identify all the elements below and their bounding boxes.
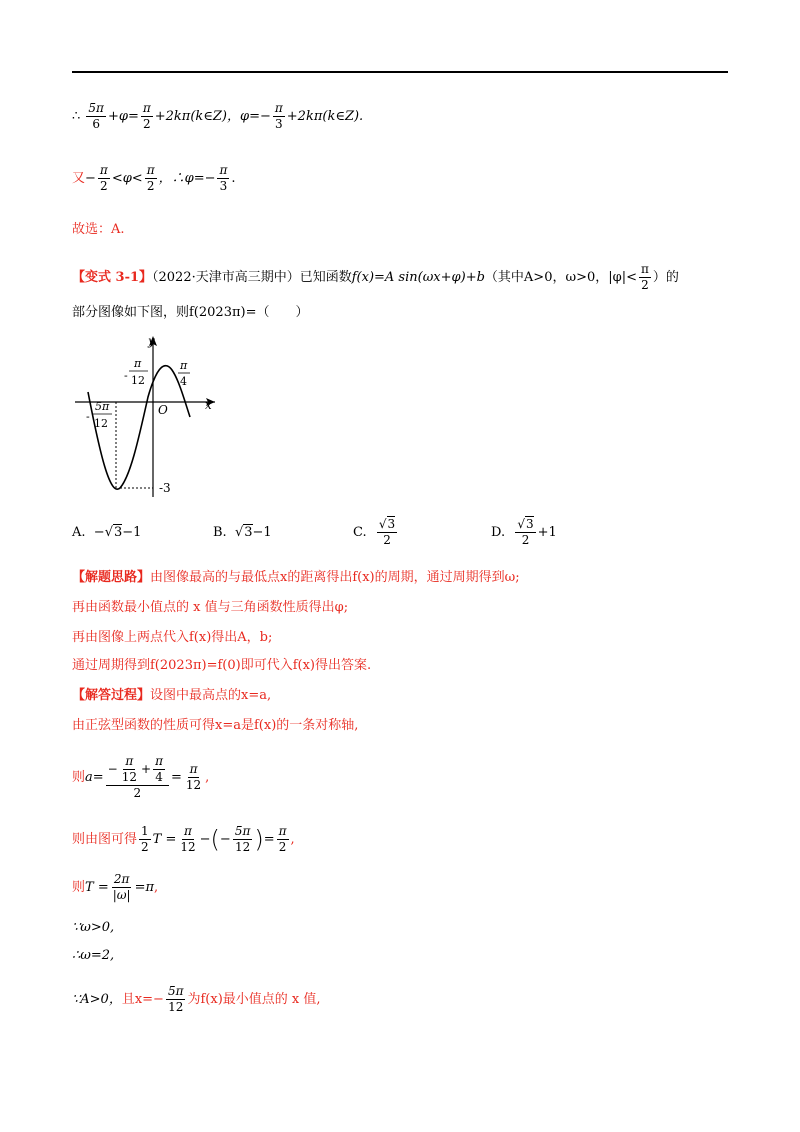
solution-idea-2: 再由函数最小值点的 x 值与三角函数性质得出φ; — [72, 600, 349, 615]
solution-step-period: 则T = $\frac{2\pi}{|\omega|}$ =π, — [72, 872, 159, 902]
solution-omega-value: ∴ω=2, — [72, 948, 115, 963]
line-2: 又− $\frac{\pi}{2}$ <φ< $\frac{\pi}{2}$ ，∴φ=− $\frac{\pi}{3}$ . — [72, 163, 236, 193]
label-c-sign: - — [86, 410, 90, 423]
problem-statement: 【变式 3-1】（2022·天津市高三期中）已知函数f(x)=A sin(ωx+φ)+b（其中A>0，ω>0，|φ|< $\frac{\pi}{2}$ ）的 — [72, 262, 679, 292]
answer-choice: 故选：A. — [72, 222, 125, 237]
solution-idea-1: 【解题思路】由图像最高的与最低点x的距离得出f(x)的周期，通过周期得到ω; — [72, 570, 520, 585]
solution-omega-positive: ∵ω>0, — [72, 920, 115, 935]
label-c-num: 5π — [95, 400, 110, 413]
problem-question: 部分图像如下图，则f(2023π)=（ ） — [72, 305, 309, 320]
label-c-den: 12 — [94, 417, 108, 430]
function-graph — [72, 332, 232, 502]
solution-idea-3: 再由图像上两点代入f(x)得出A，b; — [72, 630, 273, 645]
option-c: C. $\frac{√3}{2}$ — [353, 517, 396, 547]
option-a: A. −√3−1 — [72, 525, 142, 540]
label-a-sign: - — [124, 369, 128, 382]
solution-step-a: 则a= − $\frac{\pi}{12}$ + $\frac{\pi}{4}$ 2 = $\frac{\pi}{12}$ , — [72, 754, 210, 800]
solution-min-point: ∵A>0，且x=− $\frac{5\pi}{12}$ 为f(x)最小值点的 x 值, — [72, 984, 321, 1014]
solution-process-2: 由正弦型函数的性质可得x=a是f(x)的一条对称轴, — [72, 718, 359, 733]
min-label: -3 — [159, 481, 171, 495]
y-label: y — [148, 334, 155, 348]
line-1: ∴ $\frac{5\pi}{6}$ +φ= $\frac{\pi}{2}$ +2kπ(k∈Z)，φ=− $\frac{\pi}{3}$ +2kπ(k∈Z). — [72, 101, 364, 131]
label-a-den: 12 — [131, 374, 145, 387]
solution-idea-4: 通过周期得到f(2023π)=f(0)即可代入f(x)得出答案. — [72, 658, 372, 673]
label-b-num: π — [180, 359, 188, 372]
option-b: B. √3−1 — [213, 525, 272, 540]
origin-label: O — [158, 403, 168, 417]
solution-step-period-half: 则由图可得 $\frac{1}{2}$ T = $\frac{\pi}{12}$ −(− $\frac{5\pi}{12}$ )= $\frac{\pi}{2}$ , — [72, 824, 295, 854]
label-a-num: π — [134, 357, 142, 370]
option-d: D. $\frac{√3}{2}$ +1 — [491, 517, 557, 547]
top-rule — [72, 71, 728, 73]
x-label: x — [205, 398, 212, 412]
label-b-den: 4 — [180, 375, 187, 388]
solution-process-1: 【解答过程】设图中最高点的x=a, — [72, 688, 272, 703]
